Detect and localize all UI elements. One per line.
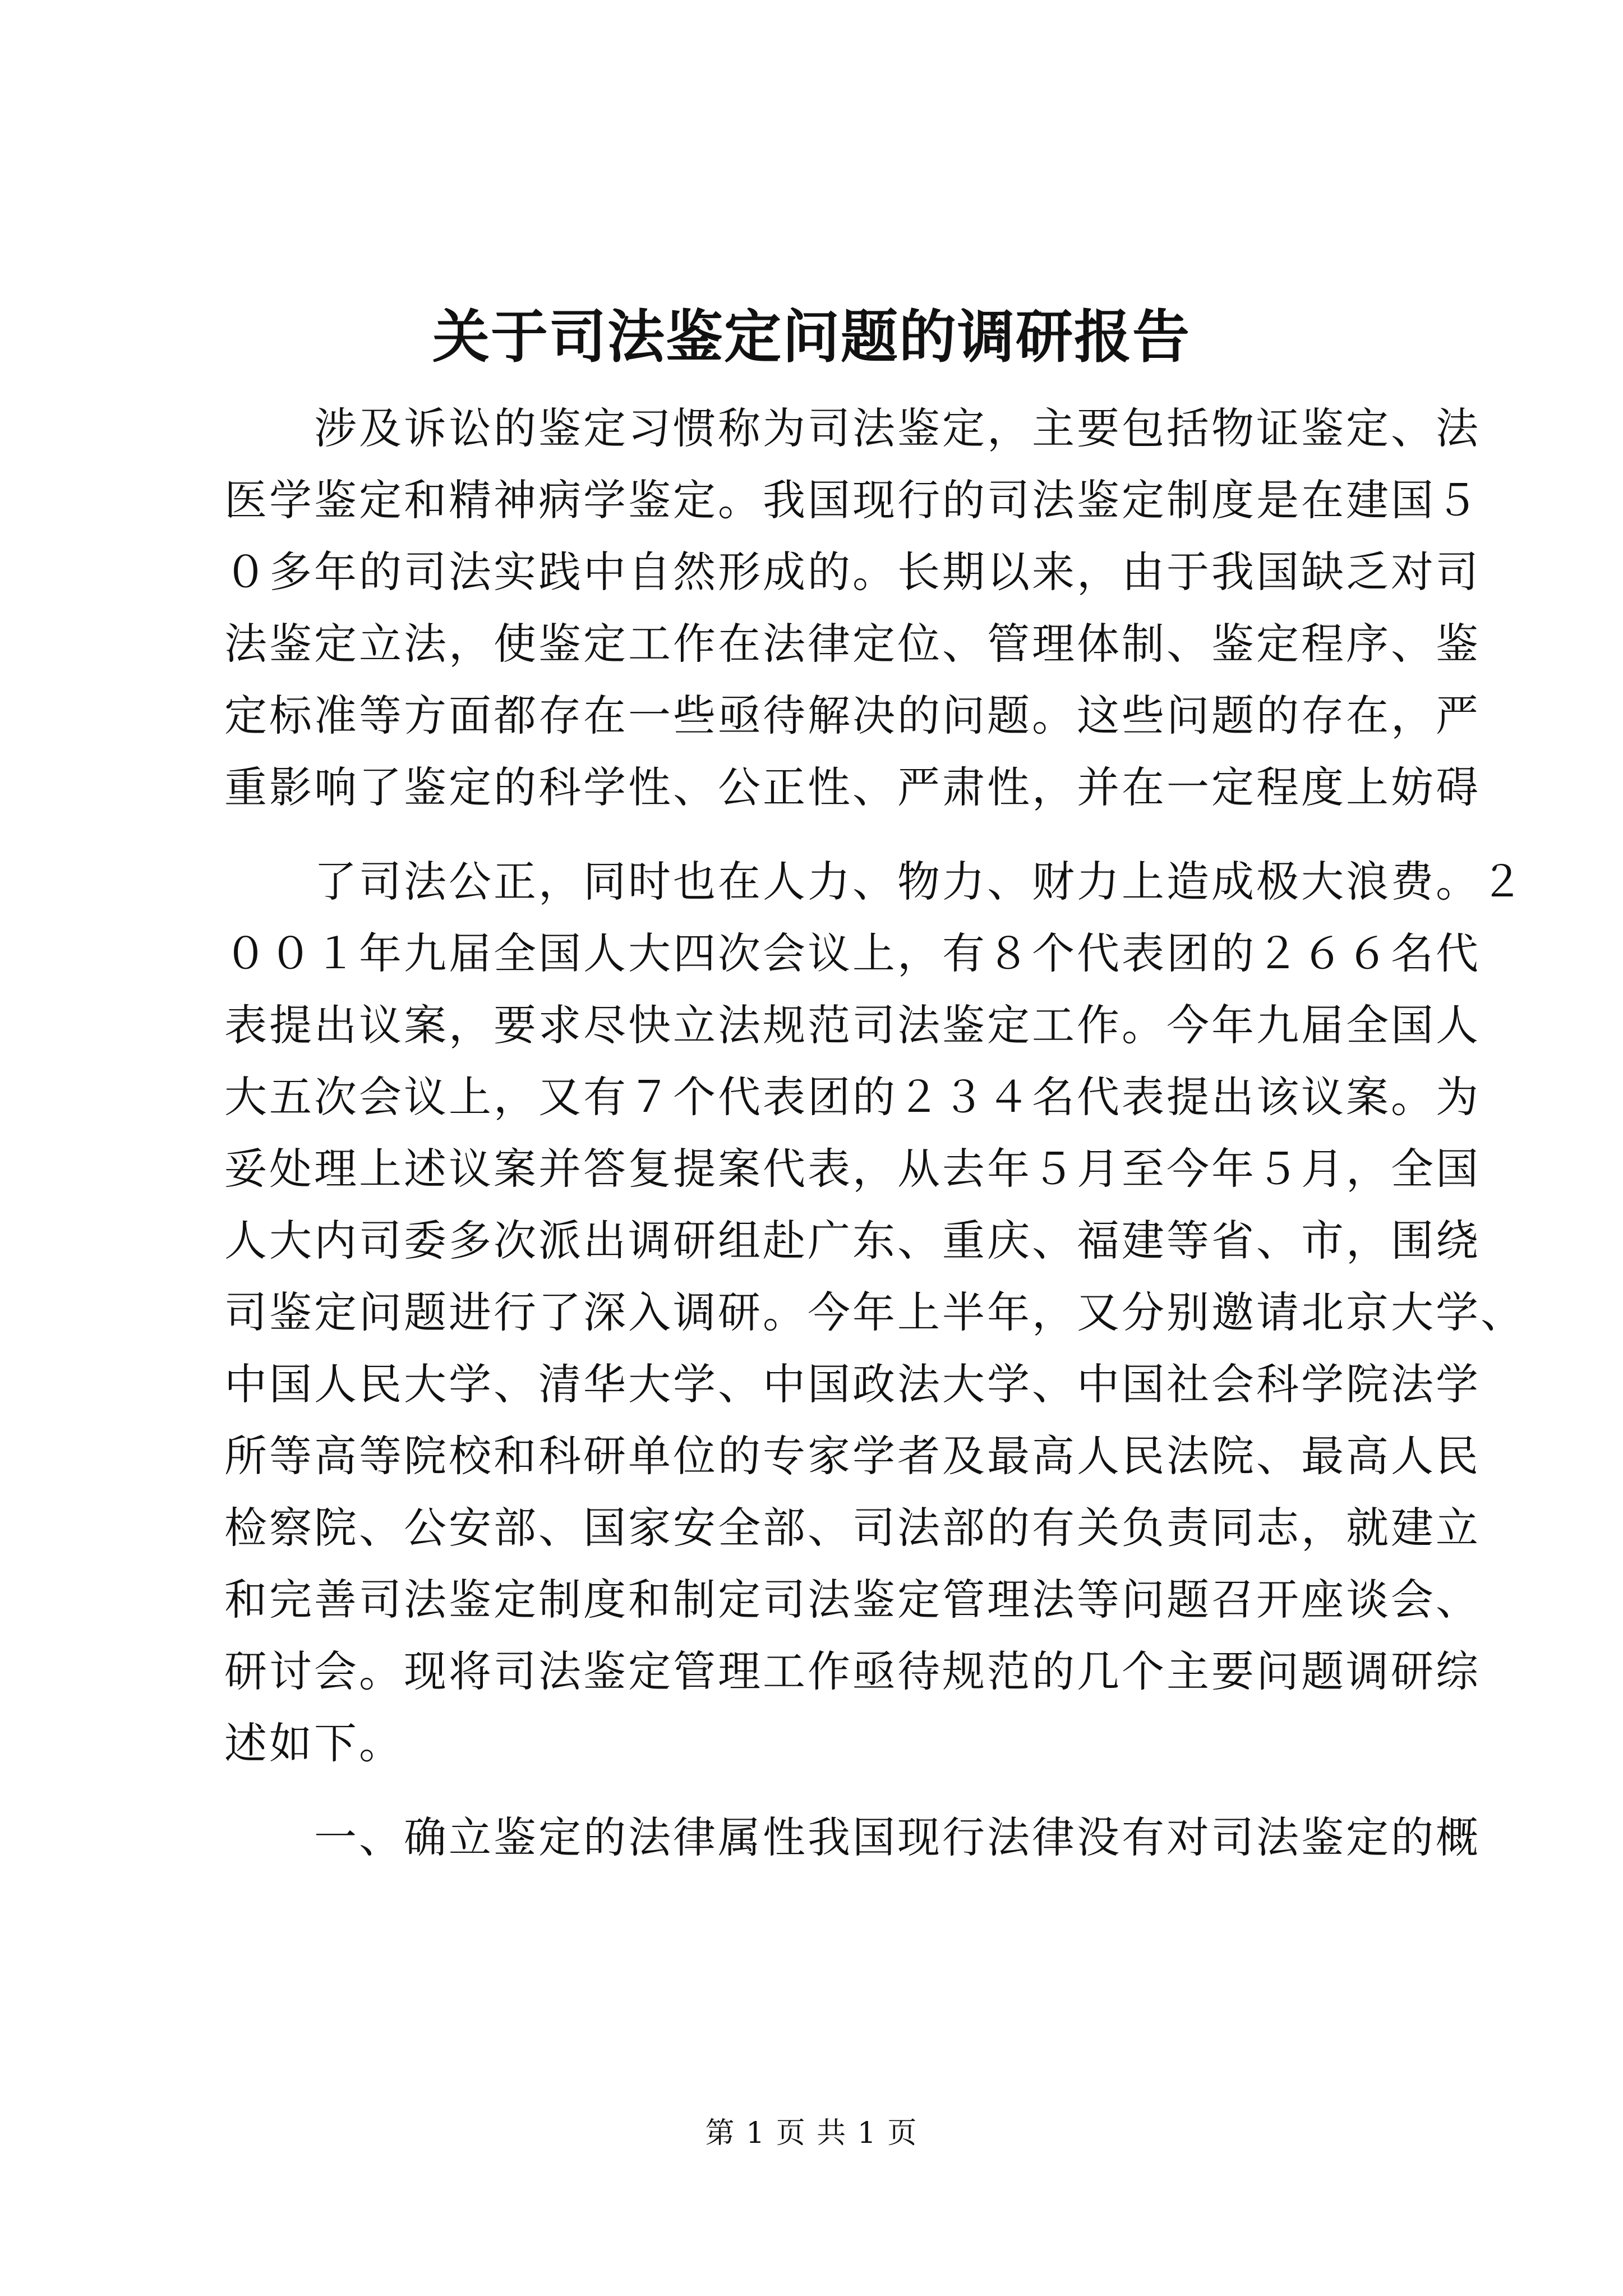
paragraph-line: 检察院、公安部、国家安全部、司法部的有关负责同志，就建立 [224,1503,1481,1553]
paragraph-line: 一、确立鉴定的法律属性我国现行法律没有对司法鉴定的概 [314,1812,1481,1862]
paragraph-line: 人大内司委多次派出调研组赴广东、重庆、福建等省、市，围绕 [224,1216,1481,1266]
paragraph-line: 中国人民大学、清华大学、中国政法大学、中国社会科学院法学 [224,1359,1481,1409]
paragraph-line: 大五次会议上，又有７个代表团的２３４名代表提出该议案。为 [224,1072,1481,1122]
paragraph-line: 妥处理上述议案并答复提案代表，从去年５月至今年５月，全国 [224,1144,1481,1194]
paragraph-line: 涉及诉讼的鉴定习惯称为司法鉴定，主要包括物证鉴定、法 [314,403,1481,453]
page-number-footer: 第 1 页 共 1 页 [705,2116,918,2150]
paragraph-line: 表提出议案，要求尽快立法规范司法鉴定工作。今年九届全国人 [224,1000,1481,1050]
paragraph-line: 医学鉴定和精神病学鉴定。我国现行的司法鉴定制度是在建国５ [224,475,1481,525]
paragraph-line: 所等高等院校和科研单位的专家学者及最高人民法院、最高人民 [224,1431,1481,1481]
paragraph-line: 司鉴定问题进行了深入调研。今年上半年，又分别邀请北京大学、 [224,1287,1525,1337]
paragraph-line: ０多年的司法实践中自然形成的。长期以来，由于我国缺乏对司 [224,547,1481,597]
document-title: 关于司法鉴定问题的调研报告 [432,303,1191,371]
paragraph-line: ００１年九届全国人大四次会议上，有８个代表团的２６６名代 [224,928,1481,978]
paragraph-line: 重影响了鉴定的科学性、公正性、严肃性，并在一定程度上妨碍 [224,762,1481,812]
paragraph-line: 述如下。 [224,1718,404,1768]
paragraph-line: 了司法公正，同时也在人力、物力、财力上造成极大浪费。２ [314,857,1525,907]
paragraph-line: 研讨会。现将司法鉴定管理工作亟待规范的几个主要问题调研综 [224,1646,1481,1696]
paragraph-line: 法鉴定立法，使鉴定工作在法律定位、管理体制、鉴定程序、鉴 [224,619,1481,669]
document-body [224,393,1525,1874]
paragraph-line: 和完善司法鉴定制度和制定司法鉴定管理法等问题召开座谈会、 [224,1575,1481,1625]
paragraph-line: 定标准等方面都存在一些亟待解决的问题。这些问题的存在，严 [224,691,1481,740]
